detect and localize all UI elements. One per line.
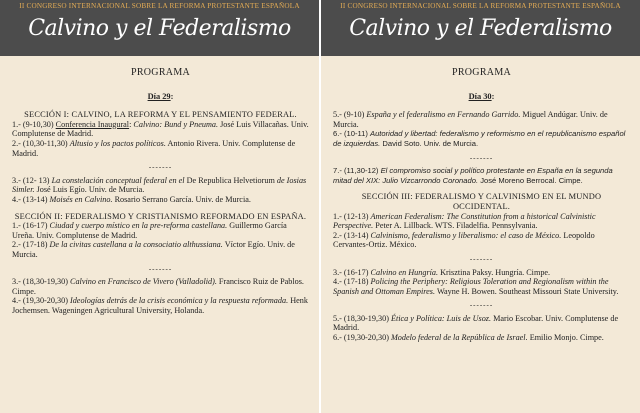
list-item (333, 268, 630, 278)
entry-speaker: Francisco Ruiz de Pablos. Cimpe. (12, 277, 304, 296)
right-page (321, 0, 640, 413)
entry-title: Altusio y los pactos políticos. (69, 138, 166, 148)
conference-title: II CONGRESO INTERNACIONAL SOBRE LA REFORMA PROTESTANTE ESPAÑOLA (340, 2, 621, 10)
section-heading: SECCIÓN I: CALVINO, LA REFORMA Y EL PENSAMIENTO FEDERAL. (24, 110, 297, 120)
entry-title: Calvinismo, federalismo y liberalismo: el caso de México. (370, 230, 562, 240)
day-suffix: : (170, 91, 174, 101)
day-label: Día 30 (468, 91, 492, 101)
entry-title: Autoridad y libertad: federalismo y reformismo en el republicanismo español de izquierdas. (333, 129, 626, 148)
entry-title: España y el federalismo en Fernando Garrido. (366, 110, 521, 120)
entry-title: Ideologías detrás de la crisis económica y la respuesta reformada. (69, 296, 289, 306)
entry-speaker: Rosario Serrano García. Univ. de Murcia. (112, 194, 251, 204)
entry-speaker: Emilio Monjo. Cimpe. (527, 333, 604, 343)
entry-time: 6.- (10-11) (333, 129, 370, 139)
entry-time: 1.- (9-10,30) (12, 119, 56, 129)
list-item (333, 231, 630, 250)
entry-speaker: David Soto. Univ. de Murcia. (380, 138, 479, 148)
right-header (321, 0, 640, 56)
entry-title: La constelación conceptual federal en el (51, 175, 185, 185)
entry-speaker: Víctor Egío. Univ. de Murcia. (12, 240, 295, 259)
entry-speaker: José Moreno Berrocal. Cimpe. (478, 175, 583, 185)
entry-title: Calvino: Bund y Pneuma. (133, 119, 219, 129)
list-item (333, 333, 630, 343)
entry-title: Modelo federal de la República de Israel. (390, 333, 528, 343)
list-item (12, 120, 309, 139)
programa-heading: PROGRAMA (451, 67, 512, 78)
list-item (12, 139, 309, 158)
entry-title: American Federalism: The Constitution from a historical Calvinistic Perspective. (333, 211, 596, 231)
day-heading (12, 92, 309, 102)
left-header (0, 0, 319, 56)
entry-time: 2.- (10,30-11,30) (12, 138, 70, 148)
list-item (333, 110, 630, 129)
entry-speaker: Peter A. Lillback. WTS. Filadelfia. Pennsylvania. (373, 221, 538, 231)
entry-time: 7.- (11,30-12) (333, 166, 381, 176)
list-item (12, 277, 309, 296)
entry-time: 1.- (16-17) (12, 221, 50, 231)
entry-speaker: Krisztina Paksy. Hungría. Cimpe. (438, 267, 551, 277)
entry-speaker: Miguel Andúgar. Univ. de Murcia. (333, 110, 608, 129)
entry-time: 3.- (16-17) (333, 267, 371, 277)
list-item (12, 176, 309, 195)
entry-speaker: Henk Jochemsen. Wageningen Agricultural University, Holanda. (12, 296, 308, 315)
section-heading: SECCIÓN II: FEDERALISMO Y CRISTIANISMO REFORMADO EN ESPAÑA. (14, 211, 307, 221)
entry-title-mid: De Republica Helvetiorum (184, 175, 277, 185)
separator: ------- (469, 301, 494, 310)
list-item (333, 212, 630, 231)
day-label: Día 29 (147, 91, 171, 101)
list-item (333, 277, 630, 296)
list-item (333, 129, 630, 148)
entry-time: 6.- (19,30-20,30) (333, 333, 391, 343)
entry-time: 5.- (18,30-19,30) (333, 313, 391, 323)
list-item (12, 195, 309, 205)
day-suffix: : (491, 91, 495, 101)
entry-title: El compromiso social y político protestante en España en la segunda mitad del XIX: Julio Vizcarrondo Coronado. (333, 166, 613, 185)
entry-speaker: José Luis Egío. Univ. de Murcia. (34, 185, 145, 195)
separator: ------- (469, 254, 494, 263)
entry-label: Conferencia Inaugural (55, 119, 130, 129)
entry-title-end: de Iosias Simler. (12, 175, 307, 195)
entry-title: Calvino en Hungría. (370, 267, 439, 277)
entry-speaker: Guillermo García Ureña. Univ. Complutense de Madrid. (12, 221, 287, 240)
entry-time: 4.- (13-14) (12, 194, 50, 204)
separator: ------- (148, 163, 173, 172)
entry-time: 3.- (12- 13) (12, 175, 52, 185)
entry-title: Moisés en Calvino. (49, 194, 113, 204)
entry-time: 2.- (17-18) (12, 240, 50, 250)
separator: ------- (469, 153, 494, 162)
brand-title: Calvino y el Federalismo (349, 16, 612, 41)
entry-time: 2.- (13-14) (333, 230, 371, 240)
list-item (12, 296, 309, 315)
entry-title: Policing the Periphery: Religious Toleration and Regionalism within the Spanish and Ottoman Empires. (333, 277, 609, 296)
day-heading (333, 92, 630, 102)
entry-speaker: Leopoldo Cervantes-Ortiz. México. (333, 230, 595, 250)
entry-colon: : (129, 119, 134, 129)
entry-speaker: Wayne H. Bowen. Southeast Missouri State University. (435, 286, 619, 296)
section-heading: SECCIÓN III: FEDERALISMO Y CALVINISMO EN EL MUNDO OCCIDENTAL. (361, 192, 602, 211)
entry-title: Ética y Política: Luis de Usoz. (390, 313, 492, 323)
entry-speaker: José Luis Villacañas. Univ. Complutense de Madrid. (12, 119, 309, 139)
entry-time: 5.- (9-10) (333, 110, 367, 120)
list-item (12, 221, 309, 240)
entry-speaker: Antonio Rivera. Univ. Complutense de Madrid. (12, 138, 296, 158)
entry-title: Ciudad y cuerpo místico en la pre-reforma castellana. (49, 221, 228, 231)
left-page (0, 0, 319, 413)
entry-time: 1.- (12-13) (333, 211, 371, 221)
list-item (333, 314, 630, 333)
entry-time: 4.- (17-18) (333, 277, 371, 287)
entry-time: 4.- (19,30-20,30) (12, 296, 70, 306)
entry-time: 3.- (18,30-19,30) (12, 277, 70, 287)
brand-title: Calvino y el Federalismo (28, 16, 291, 41)
list-item (12, 240, 309, 259)
entry-title: De la civitas castellana a la consociatio althussiana. (49, 240, 223, 250)
programa-heading: PROGRAMA (130, 67, 191, 78)
separator: ------- (148, 264, 173, 273)
conference-title: II CONGRESO INTERNACIONAL SOBRE LA REFORMA PROTESTANTE ESPAÑOLA (19, 2, 300, 10)
entry-speaker: Mario Escobar. Univ. Complutense de Madrid. (333, 313, 619, 333)
entry-title: Calvino en Francisco de Vivero (Valladolid). (69, 277, 217, 287)
list-item (333, 166, 630, 185)
